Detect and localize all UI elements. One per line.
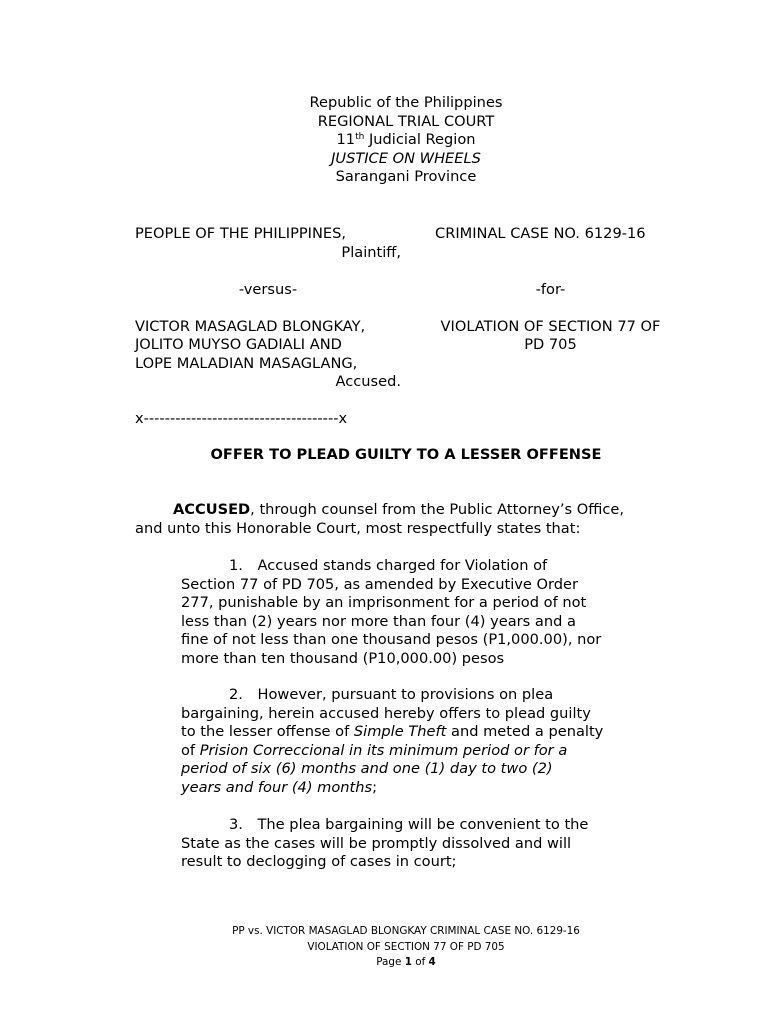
- plaintiff-name: PEOPLE OF THE PHILIPPINES,: [135, 225, 347, 242]
- page-number: Page 1 of 4: [376, 956, 436, 968]
- page-footer: [0, 924, 768, 971]
- paragraph-2: 2. However, pursuant to provisions on plea bargaining, herein accused hereby offers to plead guilty to the lesser offense of Simple Theft and meted a penalty of Prision Correccional in its minimum period or for a period of six (6) months and one (1) day to two (2) years and four (4) months;: [181, 686, 604, 796]
- program-name: JUSTICE ON WHEELS: [331, 149, 481, 167]
- offense-line-2: PD 705: [524, 336, 577, 353]
- case-caption-right: [423, 225, 678, 355]
- intro-paragraph: ACCUSED, through counsel from the Public Attorney’s Office, and unto this Honorable Court, most respectfully states that:: [135, 501, 625, 537]
- paragraph-3: 3. The plea bargaining will be convenient to the State as the cases will be promptly dissolved and will result to declogging of cases in court;: [181, 816, 589, 870]
- republic-line: Republic of the Philippines: [309, 94, 503, 111]
- court-header: [0, 94, 768, 187]
- plaintiff-role: Plaintiff,: [341, 243, 401, 261]
- case-caption-left: [135, 225, 401, 429]
- footer-offense-line: VIOLATION OF SECTION 77 OF PD 705: [307, 940, 505, 953]
- offense-line-1: VIOLATION OF SECTION 77 OF: [440, 317, 661, 335]
- caption-separator: x-------------------------------------x: [135, 410, 348, 427]
- court-name: REGIONAL TRIAL COURT: [317, 112, 495, 130]
- paragraph-1: 1. Accused stands charged for Violation of Section 77 of PD 705, as amended by Executive Order 277, punishable by an imprisonment for a period of not less than (2) years nor more than four (4) years and a fine of not less than one thousand pesos (P1,000.00), nor more than ten thousand (P10,000.00) pesos: [181, 557, 602, 667]
- document-title: OFFER TO PLEAD GUILTY TO A LESSER OFFENSE: [210, 446, 602, 463]
- accused-line-2: JOLITO MUYSO GADIALI AND: [135, 336, 342, 353]
- accused-line-3: LOPE MALADIAN MASAGLANG,: [135, 354, 358, 372]
- accused-lead: ACCUSED: [173, 501, 251, 518]
- footer-case-line: PP vs. VICTOR MASAGLAD BLONGKAY CRIMINAL CASE NO. 6129-16: [232, 925, 580, 937]
- case-number: CRIMINAL CASE NO. 6129-16: [435, 225, 646, 242]
- province-line: Sarangani Province: [335, 168, 477, 185]
- accused-line-1: VICTOR MASAGLAD BLONGKAY,: [135, 317, 366, 335]
- for-label: -for-: [535, 280, 566, 298]
- versus-label: -versus-: [238, 280, 298, 298]
- lesser-offense: Simple Theft: [353, 723, 447, 740]
- judicial-region: 11th Judicial Region: [336, 131, 476, 148]
- accused-role: Accused.: [335, 373, 401, 390]
